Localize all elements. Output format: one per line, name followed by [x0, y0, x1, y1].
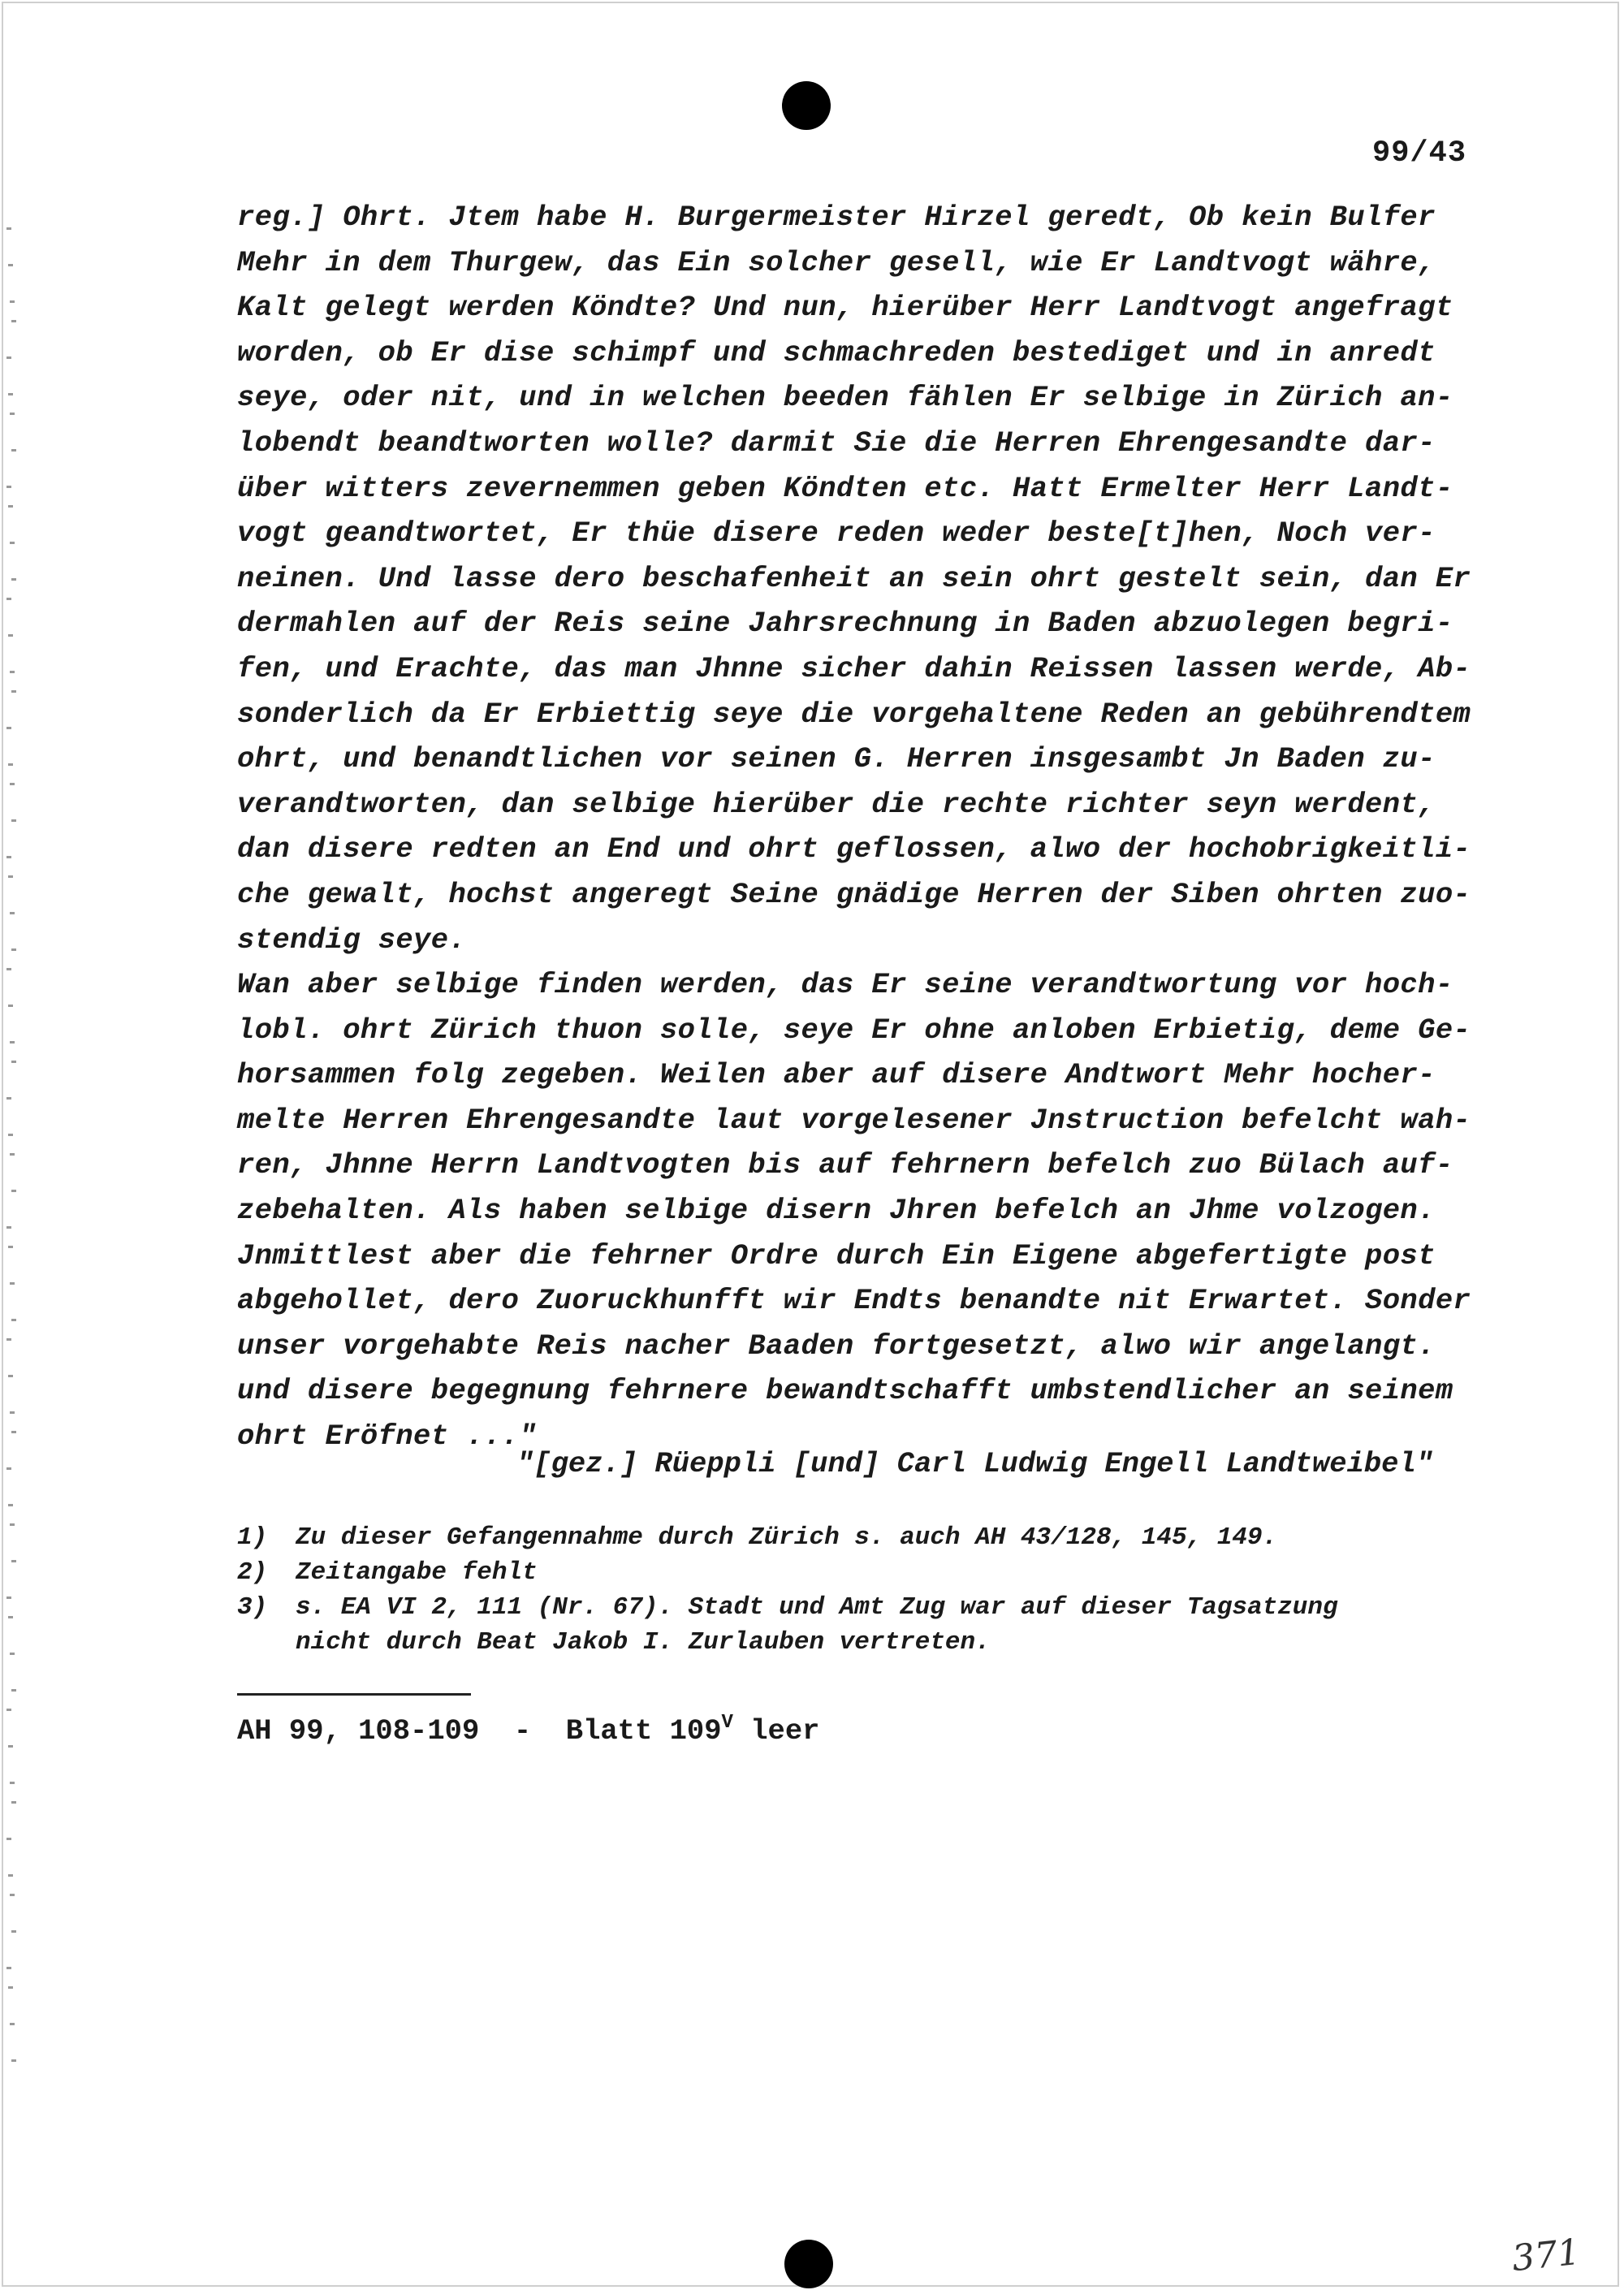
body-line: lobendt beandtworten wolle? darmit Sie die Herren Ehrengesandte dar- — [237, 426, 1436, 460]
body-line: und disere begegnung fehrnere bewandtschafft umbstendlicher an seinem — [237, 1374, 1453, 1408]
body-line: unser vorgehabte Reis nacher Baaden fortgesetzt, alwo wir angelangt. — [237, 1329, 1436, 1363]
footnote-text: s. EA VI 2, 111 (Nr. 67). Stadt und Amt Zug war auf dieser Tagsatzung — [296, 1593, 1338, 1622]
body-line: reg.] Ohrt. Jtem habe H. Burgermeister Hirzel geredt, Ob kein Bulfer — [237, 201, 1436, 234]
body-line: Wan aber selbige finden werden, das Er seine verandtwortung vor hoch- — [237, 968, 1453, 1002]
body-line: vogt geandtwortet, Er thüe disere reden weder beste[t]hen, Noch ver- — [237, 516, 1436, 551]
body-line: worden, ob Er dise schimpf und schmachreden bestediget und in anredt — [237, 335, 1436, 369]
body-line: dermahlen auf der Reis seine Jahrsrechnung in Baden abzuolegen begri- — [237, 607, 1453, 641]
footnote-text: Zu dieser Gefangennahme durch Zürich s. auch AH 43/128, 145, 149. — [296, 1523, 1278, 1552]
edge-marks — [6, 227, 18, 2095]
source-suffix: leer — [732, 1714, 820, 1748]
footnote-line — [237, 1625, 1504, 1660]
footnote-number: 3) — [237, 1593, 268, 1622]
footnote-text: nicht durch Beat Jakob I. Zurlauben vertreten. — [296, 1628, 991, 1657]
body-line: stendig seye. — [237, 922, 467, 957]
source-superscript: V — [721, 1712, 733, 1734]
source-reference — [237, 1712, 819, 1748]
body-line: neinen. Und lasse dero beschafenheit an sein ohrt gestelt sein, dan Er — [237, 561, 1471, 595]
punch-hole-top — [782, 81, 831, 130]
body-line: dan disere redten an End und ohrt geflossen, alwo der hochobrigkeitli- — [237, 832, 1471, 866]
body-line: horsammen folg zegeben. Weilen aber auf disere Andtwort Mehr hocher- — [237, 1058, 1436, 1092]
page-number: 99/43 — [1372, 136, 1467, 171]
body-line: che gewalt, hochst angeregt Seine gnädige Herren der Siben ohrten zuo- — [237, 877, 1471, 911]
footnotes — [237, 1520, 1504, 1660]
body-line: zebehalten. Als haben selbige disern Jhren befelch an Jhme volzogen. — [237, 1194, 1436, 1228]
source-prefix: AH 99, 108-109 - Blatt 109 — [237, 1714, 722, 1748]
body-line: über witters zevernemmen geben Köndten etc. Hatt Ermelter Herr Landt- — [237, 471, 1453, 505]
body-line: seye, oder nit, und in welchen beeden fählen Er selbige in Zürich an- — [237, 381, 1453, 415]
body-line: abgehollet, dero Zuoruckhunfft wir Endts benandte nit Erwartet. Sonder — [237, 1284, 1471, 1318]
source-rule — [237, 1693, 471, 1696]
body-line: Jnmittlest aber die fehrner Ordre durch Ein Eigene abgefertigte post — [237, 1238, 1436, 1272]
footnote-number: 1) — [237, 1523, 268, 1552]
body-line: melte Herren Ehrengesandte laut vorgelesener Jnstruction befelcht wah- — [237, 1103, 1471, 1137]
body-line: ohrt Eröfnet ..." — [237, 1419, 537, 1454]
signature: "[gez.] Rüeppli [und] Carl Ludwig Engell Landtweibel" — [516, 1447, 1434, 1480]
body-line: Mehr in dem Thurgew, das Ein solcher gesell, wie Er Landtvogt währe, — [237, 245, 1436, 279]
footnote-line — [237, 1590, 1504, 1625]
body-line: ohrt, und benandtlichen vor seinen G. Herren insgesambt Jn Baden zu- — [237, 742, 1436, 776]
footnote-number: 2) — [237, 1558, 268, 1587]
body-line: verandtworten, dan selbige hierüber die rechte richter seyn werdent, — [237, 787, 1436, 821]
footnote-text: Zeitangabe fehlt — [296, 1558, 538, 1587]
body-line: Kalt gelegt werden Köndte? Und nun, hierüber Herr Landtvogt angefragt — [237, 291, 1453, 325]
body-line: lobl. ohrt Zürich thuon solle, seye Er ohne anloben Erbietig, deme Ge- — [237, 1013, 1471, 1047]
body-text — [237, 195, 1488, 1459]
archive-mark: 371 — [1510, 2231, 1583, 2280]
body-line: sonderlich da Er Erbiettig seye die vorgehaltene Reden an gebührendtem — [237, 697, 1471, 731]
body-line: ren, Jhnne Herrn Landtvogten bis auf fehrnern befelch zuo Bülach auf- — [237, 1148, 1453, 1182]
punch-hole-bottom — [784, 2240, 833, 2288]
footnote-line — [237, 1555, 1504, 1590]
footnote-line — [237, 1520, 1504, 1555]
body-line: fen, und Erachte, das man Jhnne sicher dahin Reissen lassen werde, Ab- — [237, 651, 1471, 685]
